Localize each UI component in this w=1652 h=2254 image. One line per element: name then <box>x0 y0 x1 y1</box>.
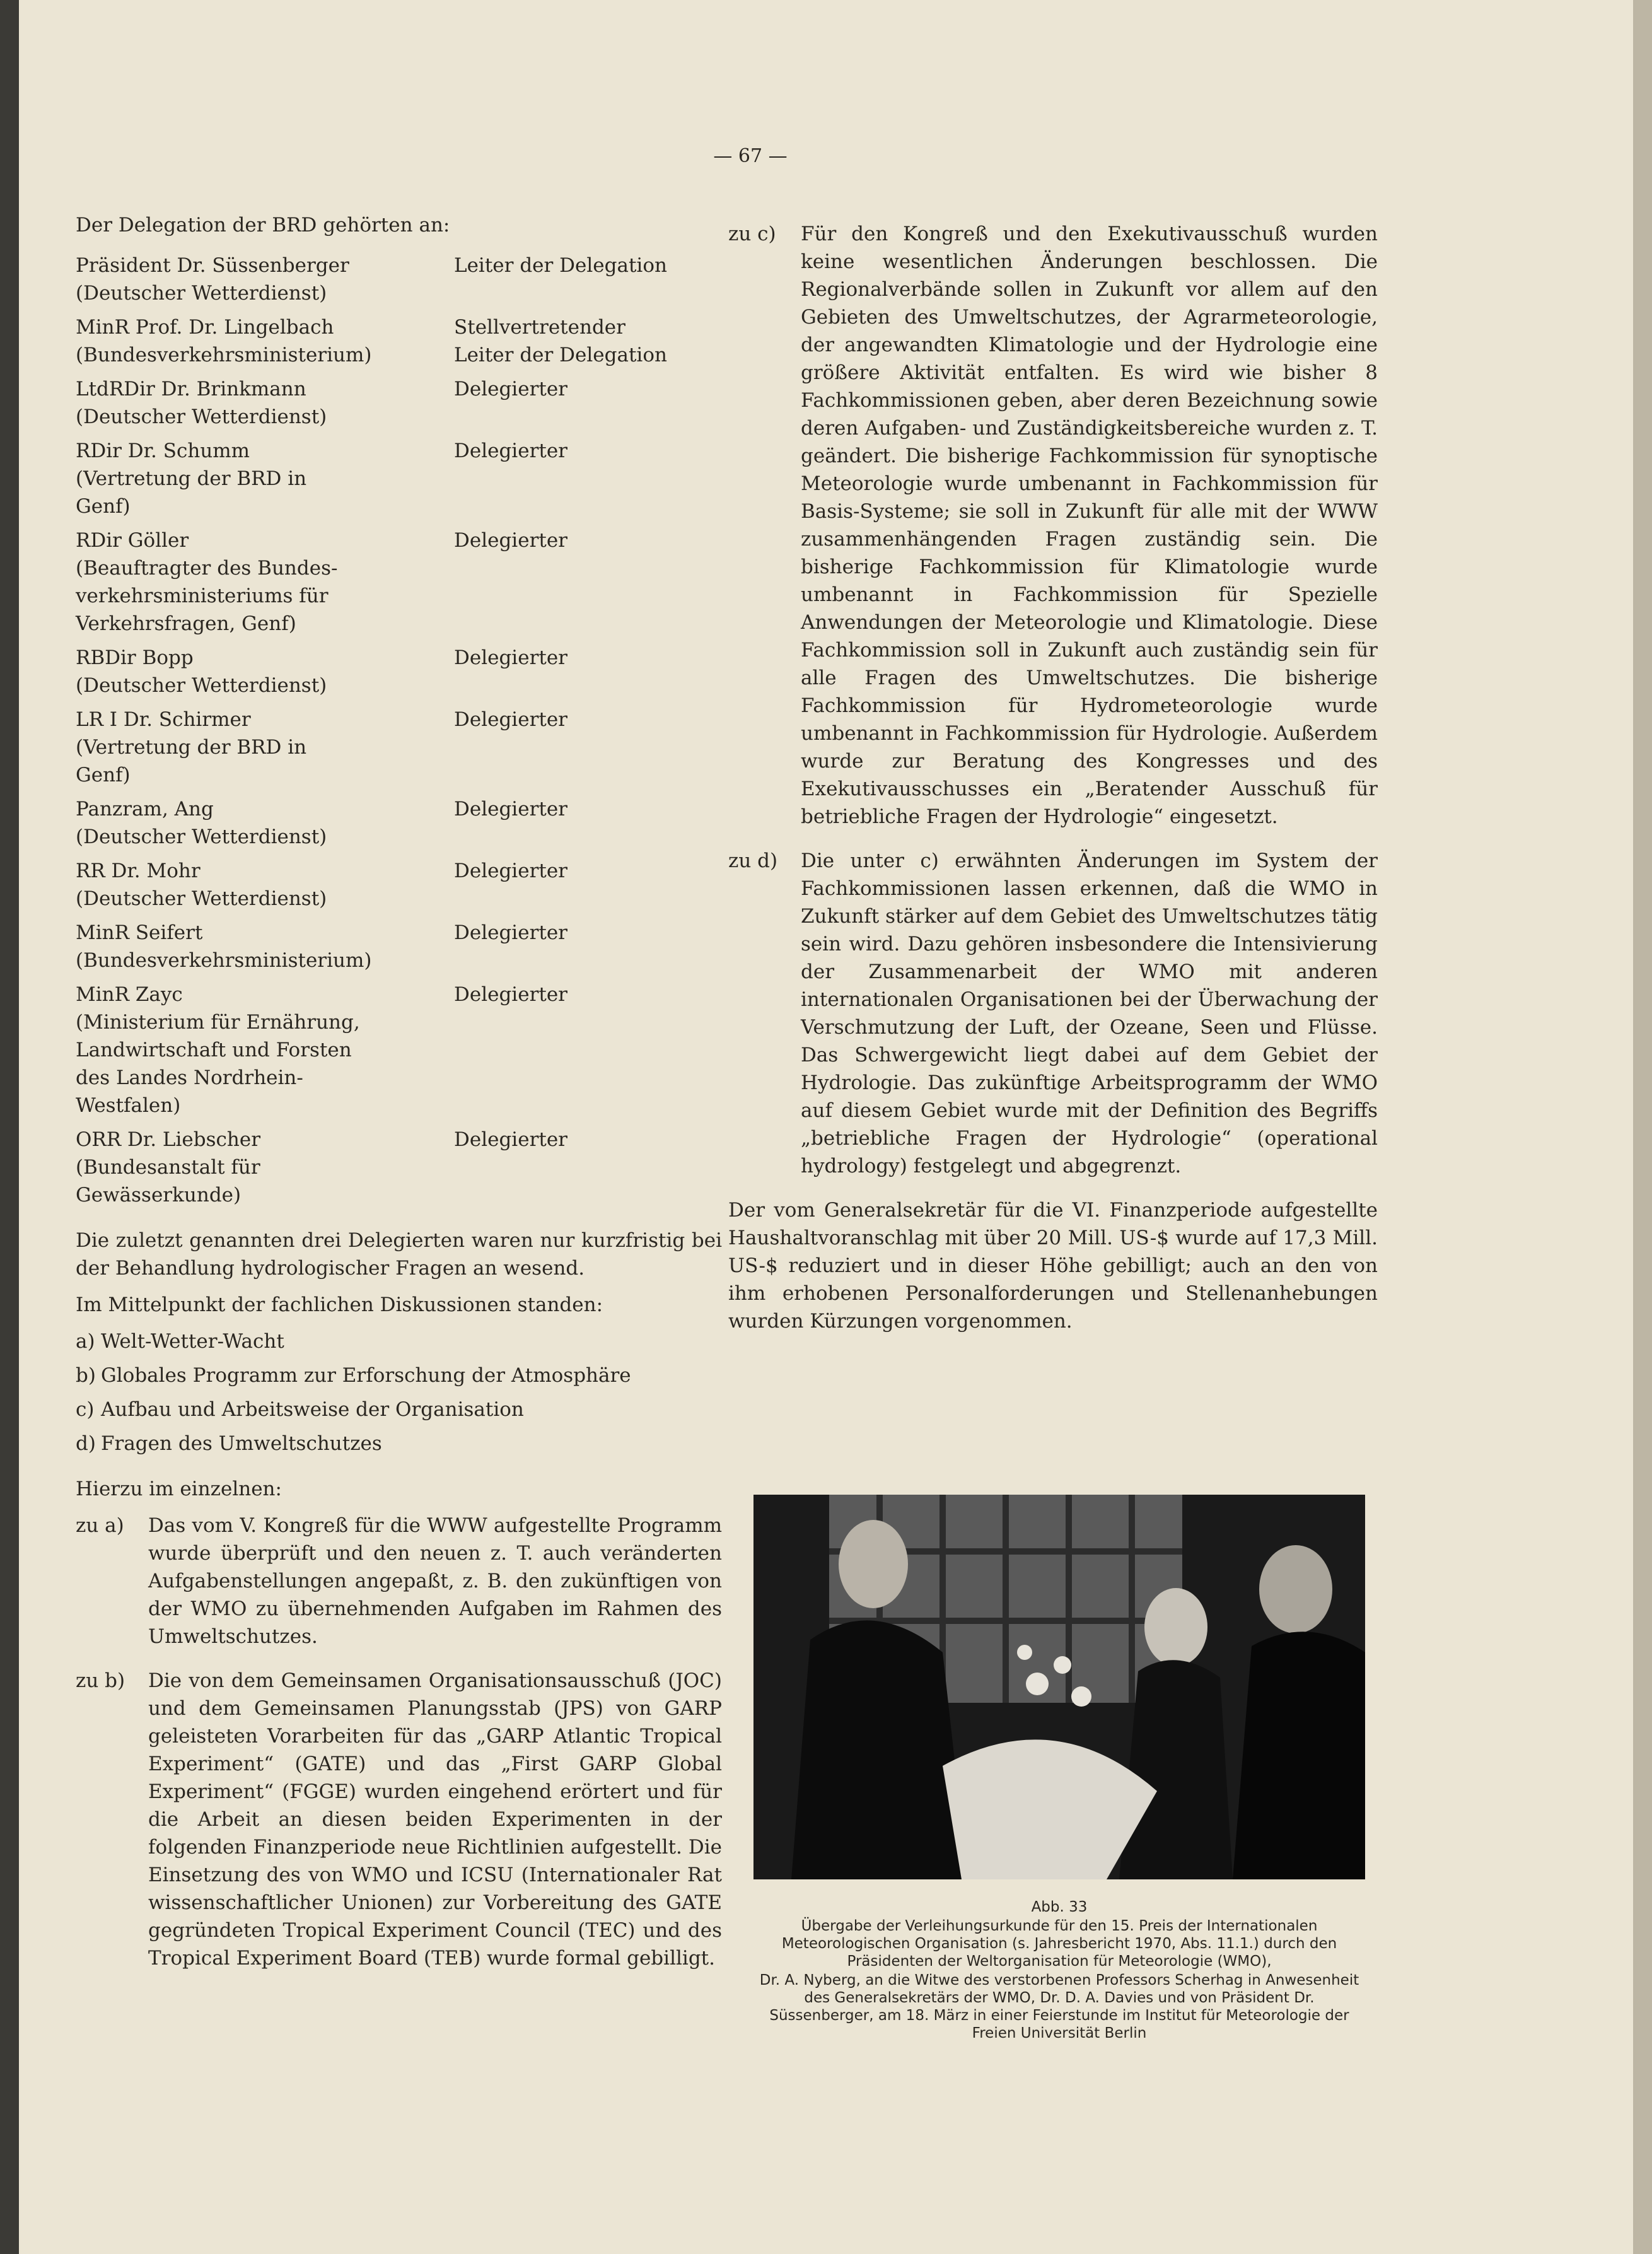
details-right <box>728 220 1378 1180</box>
topic-item <box>76 1396 722 1423</box>
delegation-member <box>76 706 722 789</box>
detail-item <box>728 220 1378 831</box>
topics-intro: Im Mittelpunkt der fachlichen Diskussionen standen: <box>76 1293 603 1316</box>
member-name-line: Gewässerkunde) <box>76 1184 241 1206</box>
details-intro: Hierzu im einzelnen: <box>76 1478 282 1500</box>
member-name <box>76 857 454 913</box>
member-name-line: Westfalen) <box>76 1094 181 1117</box>
topic-letter: d) <box>76 1432 96 1455</box>
member-name-line: ORR Dr. Liebscher <box>76 1128 261 1151</box>
detail-item <box>728 847 1378 1180</box>
member-name-line: (Bundesanstalt für <box>76 1156 260 1179</box>
caption-line-1: Übergabe der Verleihungsurkunde für den 15. Preis der Internationalen Meteorologischen Organisation (s. Jahresbericht 1970, Abs. 11.1.) durch den Präsidenten der Weltorganisation für Meteorologie (WMO), <box>781 1918 1337 1970</box>
member-name-line: Genf) <box>76 495 131 518</box>
member-role-line: Delegierter <box>454 983 568 1006</box>
detail-label: zu c) <box>728 223 776 245</box>
member-role <box>454 919 722 974</box>
topic-list <box>76 1328 722 1457</box>
member-name-line: (Bundesverkehrsministerium) <box>76 344 372 366</box>
member-name-line: (Deutscher Wetterdienst) <box>76 826 327 848</box>
member-role <box>454 795 722 851</box>
member-name <box>76 795 454 851</box>
figure-caption <box>750 1898 1368 2043</box>
member-name-line: MinR Seifert <box>76 921 203 944</box>
member-name-line: LR I Dr. Schirmer <box>76 708 251 731</box>
topic-text: Aufbau und Arbeitsweise der Organisation <box>101 1398 524 1421</box>
topic-letter: c) <box>76 1398 95 1421</box>
member-name-line: Panzram, Ang <box>76 798 214 820</box>
page-number: — 67 — <box>713 145 788 167</box>
scan-edge-left <box>0 0 19 2254</box>
topic-item <box>76 1328 722 1355</box>
member-name <box>76 919 454 974</box>
member-role <box>454 313 722 369</box>
delegation-list <box>76 252 722 1209</box>
member-name-line: Landwirtschaft und Forsten <box>76 1039 352 1061</box>
member-role <box>454 375 722 431</box>
delegation-member <box>76 437 722 520</box>
member-role-line: Stellvertretender <box>454 316 625 339</box>
member-name <box>76 527 454 638</box>
caption-label: Abb. 33 <box>1031 1899 1088 1915</box>
delegation-member <box>76 527 722 638</box>
member-name-line: (Ministerium für Ernährung, <box>76 1011 360 1034</box>
right-column <box>728 211 1378 1344</box>
topic-text: Fragen des Umweltschutzes <box>101 1432 382 1455</box>
member-name-line: (Beauftragter des Bundes- <box>76 557 338 580</box>
member-name-line: MinR Zayc <box>76 983 183 1006</box>
topic-item <box>76 1362 722 1389</box>
member-role-line: Delegierter <box>454 378 568 400</box>
member-role-line: Delegierter <box>454 1128 568 1151</box>
delegation-member <box>76 981 722 1119</box>
delegation-member <box>76 644 722 699</box>
member-role-line: Leiter der Delegation <box>454 344 667 366</box>
member-role <box>454 527 722 638</box>
detail-label: zu a) <box>76 1514 124 1537</box>
delegation-member <box>76 1126 722 1209</box>
member-role <box>454 706 722 789</box>
member-name-line: RBDir Bopp <box>76 646 194 669</box>
member-name-line: des Landes Nordrhein- <box>76 1066 303 1089</box>
member-name <box>76 644 454 699</box>
member-name-line: Präsident Dr. Süssenberger <box>76 254 349 277</box>
member-name <box>76 375 454 431</box>
member-name-line: Verkehrsfragen, Genf) <box>76 612 296 635</box>
member-name-line: (Bundesverkehrsministerium) <box>76 949 372 972</box>
member-name <box>76 981 454 1119</box>
member-name-line: RDir Dr. Schumm <box>76 440 250 462</box>
member-role-line: Delegierter <box>454 440 568 462</box>
delegation-member <box>76 857 722 913</box>
member-name <box>76 1126 454 1209</box>
member-name-line: (Vertretung der BRD in <box>76 736 307 759</box>
member-name <box>76 437 454 520</box>
member-role <box>454 981 722 1119</box>
member-name <box>76 706 454 789</box>
member-name-line: LtdRDir Dr. Brinkmann <box>76 378 306 400</box>
member-name-line: verkehrsministeriums für <box>76 585 329 607</box>
left-column <box>76 211 722 1988</box>
detail-text: Das vom V. Kongreß für die WWW aufgestellte Programm wurde überprüft und den neuen z. T. auch veränderten Aufgabenstellungen angepaßt, z. B. den zukünftigen von der WMO zu übernehmenden Aufgaben im Rahmen des Umweltschutzes. <box>148 1514 722 1648</box>
detail-item <box>76 1667 722 1972</box>
delegation-member <box>76 795 722 851</box>
details-left <box>76 1512 722 1972</box>
delegation-member <box>76 919 722 974</box>
member-name-line: (Deutscher Wetterdienst) <box>76 406 327 428</box>
delegation-intro: Der Delegation der BRD gehörten an: <box>76 214 450 236</box>
member-name-line: Genf) <box>76 764 131 786</box>
detail-label: zu b) <box>76 1669 125 1692</box>
caption-line-2: Dr. A. Nyberg, an die Witwe des verstorbenen Professors Scherhag in Anwesenheit des Generalsekretärs der WMO, Dr. D. A. Davies und von Präsident Dr. Süssenberger, am 18. März in einer Feierstunde im Institut für Meteorologie der Freien Universität Berlin <box>759 1972 1359 2041</box>
detail-item <box>76 1512 722 1650</box>
member-role-line: Delegierter <box>454 798 568 820</box>
detail-label: zu d) <box>728 850 778 872</box>
delegation-member <box>76 375 722 431</box>
topic-text: Welt-Wetter-Wacht <box>101 1330 284 1353</box>
scan-edge-right <box>1633 0 1652 2254</box>
member-name-line: RDir Göller <box>76 529 189 552</box>
page <box>19 0 1633 2254</box>
delegation-member <box>76 313 722 369</box>
member-name-line: MinR Prof. Dr. Lingelbach <box>76 316 334 339</box>
hydro-note: Die zuletzt genannten drei Delegierten waren nur kurzfristig bei der Behandlung hydrologischer Fragen an wesend. <box>76 1229 722 1280</box>
member-role-line: Leiter der Delegation <box>454 254 667 277</box>
member-role-line: Delegierter <box>454 860 568 882</box>
member-role <box>454 1126 722 1209</box>
member-role-line: Delegierter <box>454 529 568 552</box>
member-name-line: (Deutscher Wetterdienst) <box>76 887 327 910</box>
budget-paragraph: Der vom Generalsekretär für die VI. Finanzperiode aufgestellte Haushaltvoranschlag mit über 20 Mill. US-$ wurde auf 17,3 Mill. US-$ reduziert und in dieser Höhe gebilligt; auch an den von ihm erhobenen Personalforderungen und Stellenanhebungen wurden Kürzungen vorgenommen. <box>728 1199 1378 1333</box>
member-role <box>454 644 722 699</box>
member-role <box>454 857 722 913</box>
figure-photo <box>753 1495 1365 1879</box>
detail-text: Die von dem Gemeinsamen Organisationsausschuß (JOC) und dem Gemeinsamen Planungsstab (JPS) von GARP geleisteten Vorarbeiten für das „GARP Atlantic Tropical Experiment“ (GATE) und das „First GARP Global Experiment“ (FGGE) wurden eingehend erörtert und für die Arbeit an diesen beiden Experimenten in der folgenden Finanzperiode neue Richtlinien aufgestellt. Die Einsetzung des von WMO und ICSU (Internationaler Rat wissenschaftlicher Unionen) zur Vorbereitung des GATE gegründeten Tropical Experiment Council (TEC) und des Tropical Experiment Board (TEB) wurde formal gebilligt. <box>148 1669 722 1970</box>
member-name-line: (Deutscher Wetterdienst) <box>76 282 327 305</box>
member-name <box>76 252 454 307</box>
delegation-member <box>76 252 722 307</box>
detail-text: Die unter c) erwähnten Änderungen im System der Fachkommissionen lassen erkennen, daß die WMO in Zukunft stärker auf dem Gebiet des Umweltschutzes tätig sein wird. Dazu gehören insbesondere die Intensivierung der Zusammenarbeit der WMO mit anderen internationalen Organisationen bei der Überwachung der Verschmutzung der Luft, der Ozeane, Seen und Flüsse. Das Schwergewicht liegt dabei auf dem Gebiet der Hydrologie. Das zukünftige Arbeitsprogramm der WMO auf diesem Gebiet wurde mit der Definition des Begriffs „betriebliche Fragen der Hydrologie“ (operational hydrology) festgelegt und abgegrenzt. <box>801 850 1378 1177</box>
member-role-line: Delegierter <box>454 646 568 669</box>
photo-illustration <box>753 1495 1365 1879</box>
member-name <box>76 313 454 369</box>
member-name-line: (Deutscher Wetterdienst) <box>76 674 327 697</box>
member-role <box>454 252 722 307</box>
topic-text: Globales Programm zur Erforschung der Atmosphäre <box>101 1364 631 1387</box>
member-name-line: (Vertretung der BRD in <box>76 467 307 490</box>
member-role <box>454 437 722 520</box>
member-name-line: RR Dr. Mohr <box>76 860 201 882</box>
member-role-line: Delegierter <box>454 708 568 731</box>
detail-text: Für den Kongreß und den Exekutivausschuß wurden keine wesentlichen Änderungen beschlossen. Die Regionalverbände sollen in Zukunft vor allem auf den Gebieten des Umweltschutzes, der Agrarmeteorologie, der angewandten Klimatologie und der Hydrologie eine größere Aktivität entfalten. Es wird wie bisher 8 Fachkommissionen geben, aber deren Bezeichnung sowie deren Aufgaben- und Zuständigkeitsbereiche wurden z. T. geändert. Die bisherige Fachkommission für synoptische Meteorologie wurde umbenannt in Fachkommission für Basis-Systeme; sie soll in Zukunft für alle mit der WWW zusammenhängenden Fragen zuständig sein. Die bisherige Fachkommission für Klimatologie wurde umbenannt in Fachkommission für Spezielle Anwendungen der Meteorologie und Klimatologie. Diese Fachkommission soll in Zukunft auch zuständig sein für alle Fragen des Umweltschutzes. Die bisherige Fachkommission für Hydrometeorologie wurde umbenannt in Fachkommission für Hydrologie. Außerdem wurde zur Beratung des Kongresses und des Exekutivausschusses ein „Beratender Ausschuß für betriebliche Fragen der Hydrologie“ eingesetzt. <box>801 223 1378 828</box>
member-role-line: Delegierter <box>454 921 568 944</box>
topic-letter: a) <box>76 1330 95 1353</box>
topic-item <box>76 1430 722 1457</box>
topic-letter: b) <box>76 1364 96 1387</box>
